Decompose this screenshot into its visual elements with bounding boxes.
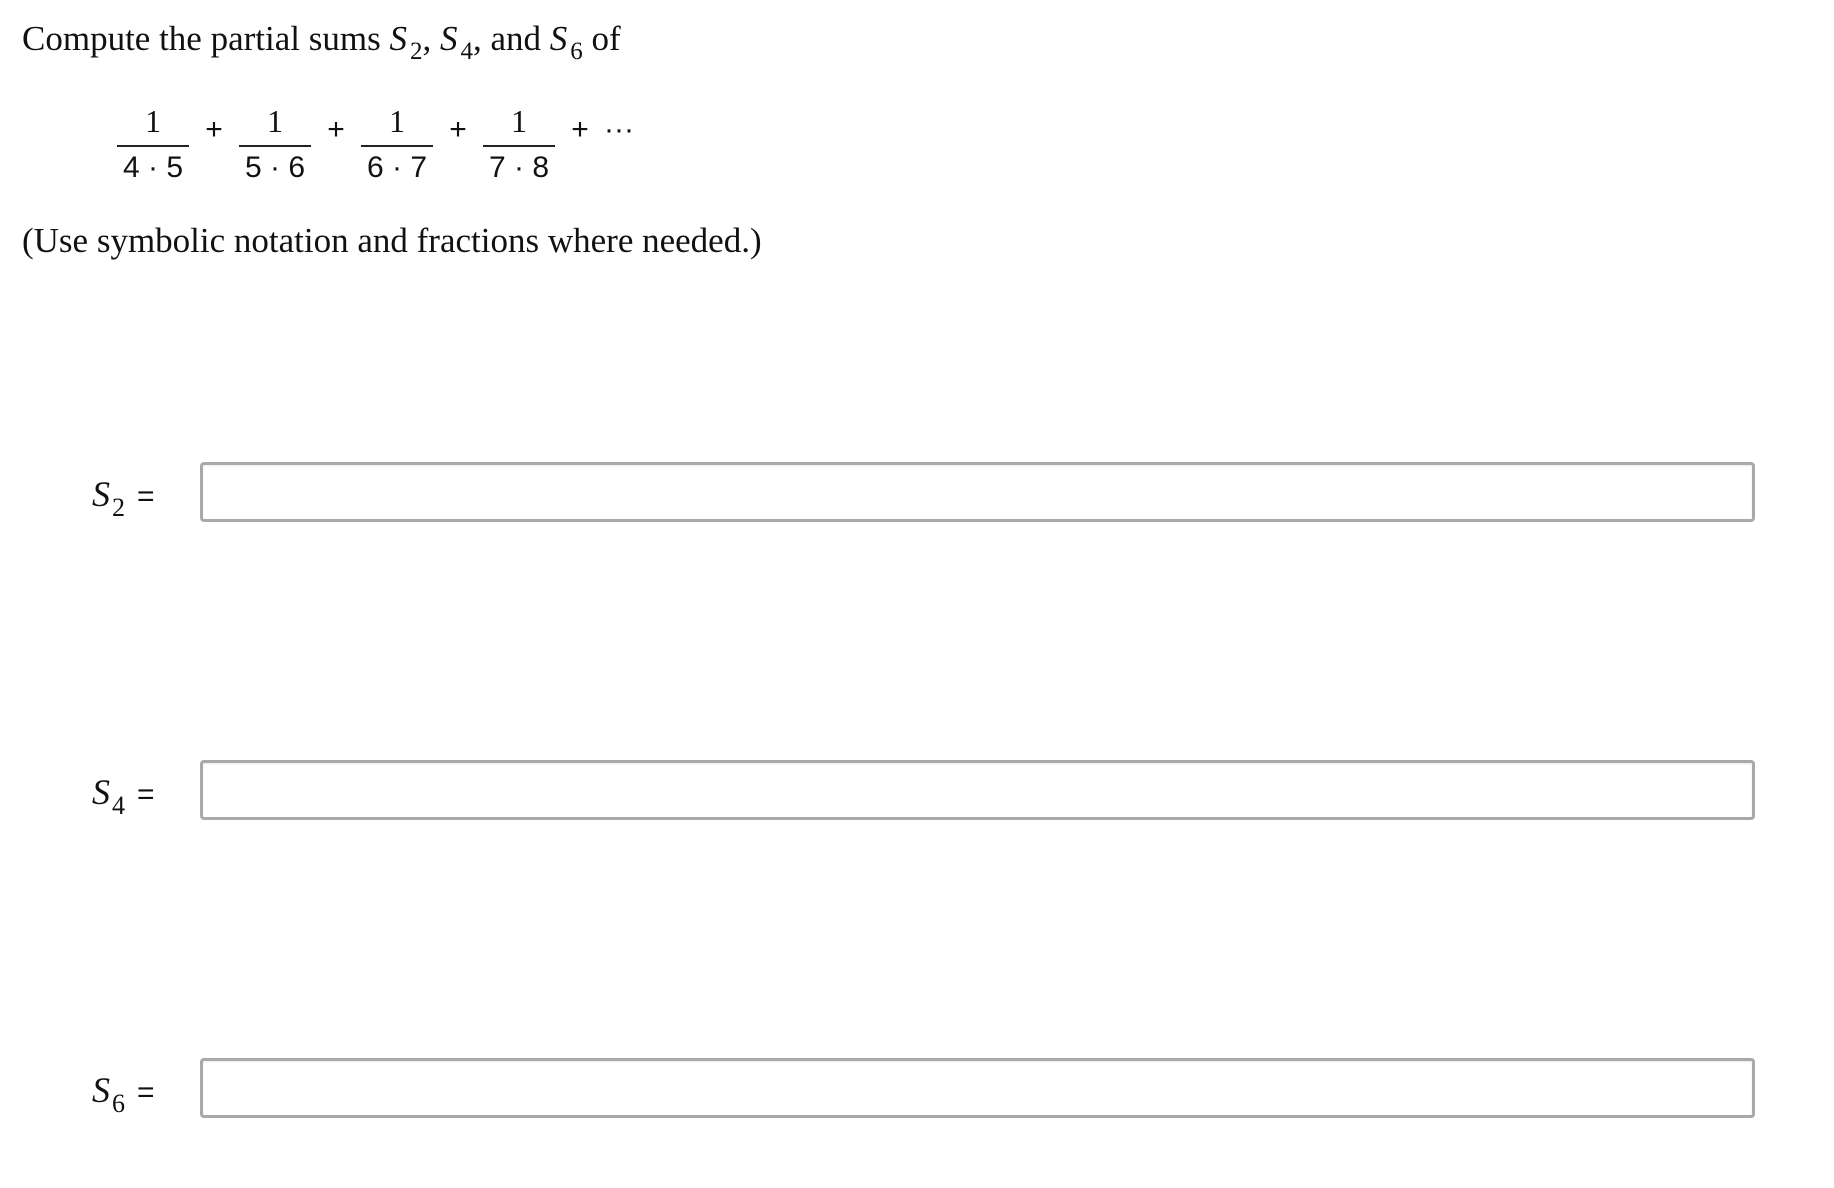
- fraction-term: [234, 103, 316, 187]
- answer-label: [92, 768, 155, 820]
- partial-sum-symbol: S: [389, 19, 407, 58]
- s6-answer-input[interactable]: [200, 1058, 1755, 1118]
- fraction-term: [112, 103, 194, 187]
- s4-answer-input[interactable]: [200, 760, 1755, 820]
- fraction-denominator: 5 · 6: [244, 151, 306, 184]
- answer-subscript: 4: [112, 791, 125, 820]
- instruction-note: (Use symbolic notation and fractions where needed.): [22, 221, 762, 260]
- fraction-denominator: 4 · 5: [122, 151, 184, 184]
- answer-subscript: 2: [112, 493, 125, 522]
- separator: , and: [472, 19, 550, 58]
- partial-sum-symbol: S: [549, 19, 568, 58]
- answer-label: [92, 1066, 155, 1118]
- plus-sign: +: [449, 113, 467, 146]
- subscript-6: 6: [570, 38, 583, 65]
- fraction-term: [478, 103, 560, 187]
- answer-variable: S: [92, 1070, 110, 1110]
- answer-variable: S: [92, 474, 110, 514]
- fraction-numerator: 1: [145, 103, 161, 139]
- fraction-numerator: 1: [511, 103, 527, 139]
- separator: ,: [422, 19, 440, 58]
- answer-subscript: 6: [112, 1089, 125, 1118]
- answer-row-s6: [0, 1058, 1834, 1122]
- plus-sign: +: [327, 113, 345, 146]
- fraction-numerator: 1: [267, 103, 283, 139]
- subscript-4: 4: [460, 38, 473, 65]
- fraction-denominator: 7 · 8: [488, 151, 550, 184]
- fraction-term: [356, 103, 438, 187]
- answer-row-s2: [0, 462, 1834, 526]
- answer-row-s4: [0, 760, 1834, 824]
- plus-sign: +: [205, 113, 223, 146]
- subscript-2: 2: [409, 38, 423, 65]
- plus-sign: +: [571, 113, 589, 146]
- prompt-suffix: of: [582, 19, 621, 58]
- prompt-prefix: Compute the partial sums: [22, 19, 390, 58]
- series-expression: [112, 100, 634, 190]
- problem-statement: [22, 14, 621, 68]
- equals-sign: =: [137, 778, 155, 811]
- answer-label: [92, 470, 155, 522]
- equals-sign: =: [137, 1076, 155, 1109]
- ellipsis: ···: [604, 113, 634, 146]
- fraction-denominator: 6 · 7: [366, 151, 428, 184]
- fraction-numerator: 1: [389, 103, 405, 139]
- equals-sign: =: [137, 480, 155, 513]
- partial-sum-symbol: S: [439, 19, 458, 58]
- s2-answer-input[interactable]: [200, 462, 1755, 522]
- answer-variable: S: [92, 772, 110, 812]
